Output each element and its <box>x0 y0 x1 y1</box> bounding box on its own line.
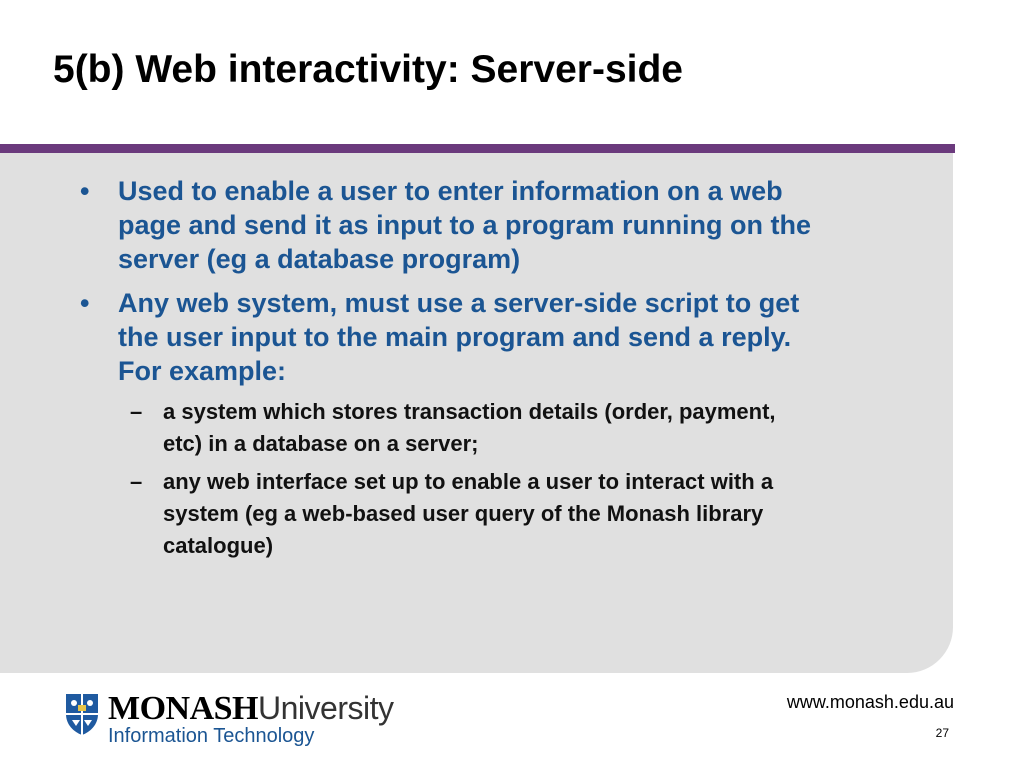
bullet-text: Used to enable a user to enter information on a web page and send it as input to a program running on the server (eg a database program) <box>118 176 812 274</box>
bullet-text: Any web system, must use a server-side script to get the user input to the main program and send a reply. For example: <box>118 288 800 386</box>
bullet-item <box>80 174 840 276</box>
monash-shield-icon <box>64 692 100 736</box>
sub-bullet-marker: – <box>130 399 143 424</box>
sub-bullet-item <box>118 396 803 460</box>
slide-title: 5(b) Web interactivity: Server-side <box>53 48 683 91</box>
sub-bullet-text: a system which stores transaction details (order, payment, etc) in a database on a server; <box>163 399 776 456</box>
page-number: 27 <box>935 726 949 740</box>
title-divider <box>0 144 955 153</box>
bullet-marker: • <box>80 288 90 318</box>
logo-wordmark <box>108 690 393 727</box>
logo-university: University <box>258 690 394 726</box>
logo-brand: MONASH <box>108 690 258 727</box>
sub-bullet-text: any web interface set up to enable a user to interact with a system (eg a web-based user query of the Monash library catalogue) <box>163 469 774 558</box>
sub-bullet-list <box>118 396 840 562</box>
bullet-list <box>80 174 840 572</box>
logo-subtitle: Information Technology <box>108 725 315 747</box>
bullet-marker: • <box>80 176 90 206</box>
bullet-item <box>80 286 840 562</box>
sub-bullet-item <box>118 466 803 562</box>
sub-bullet-marker: – <box>130 469 143 494</box>
website-url: www.monash.edu.au <box>786 692 954 712</box>
monash-logo <box>64 690 404 750</box>
